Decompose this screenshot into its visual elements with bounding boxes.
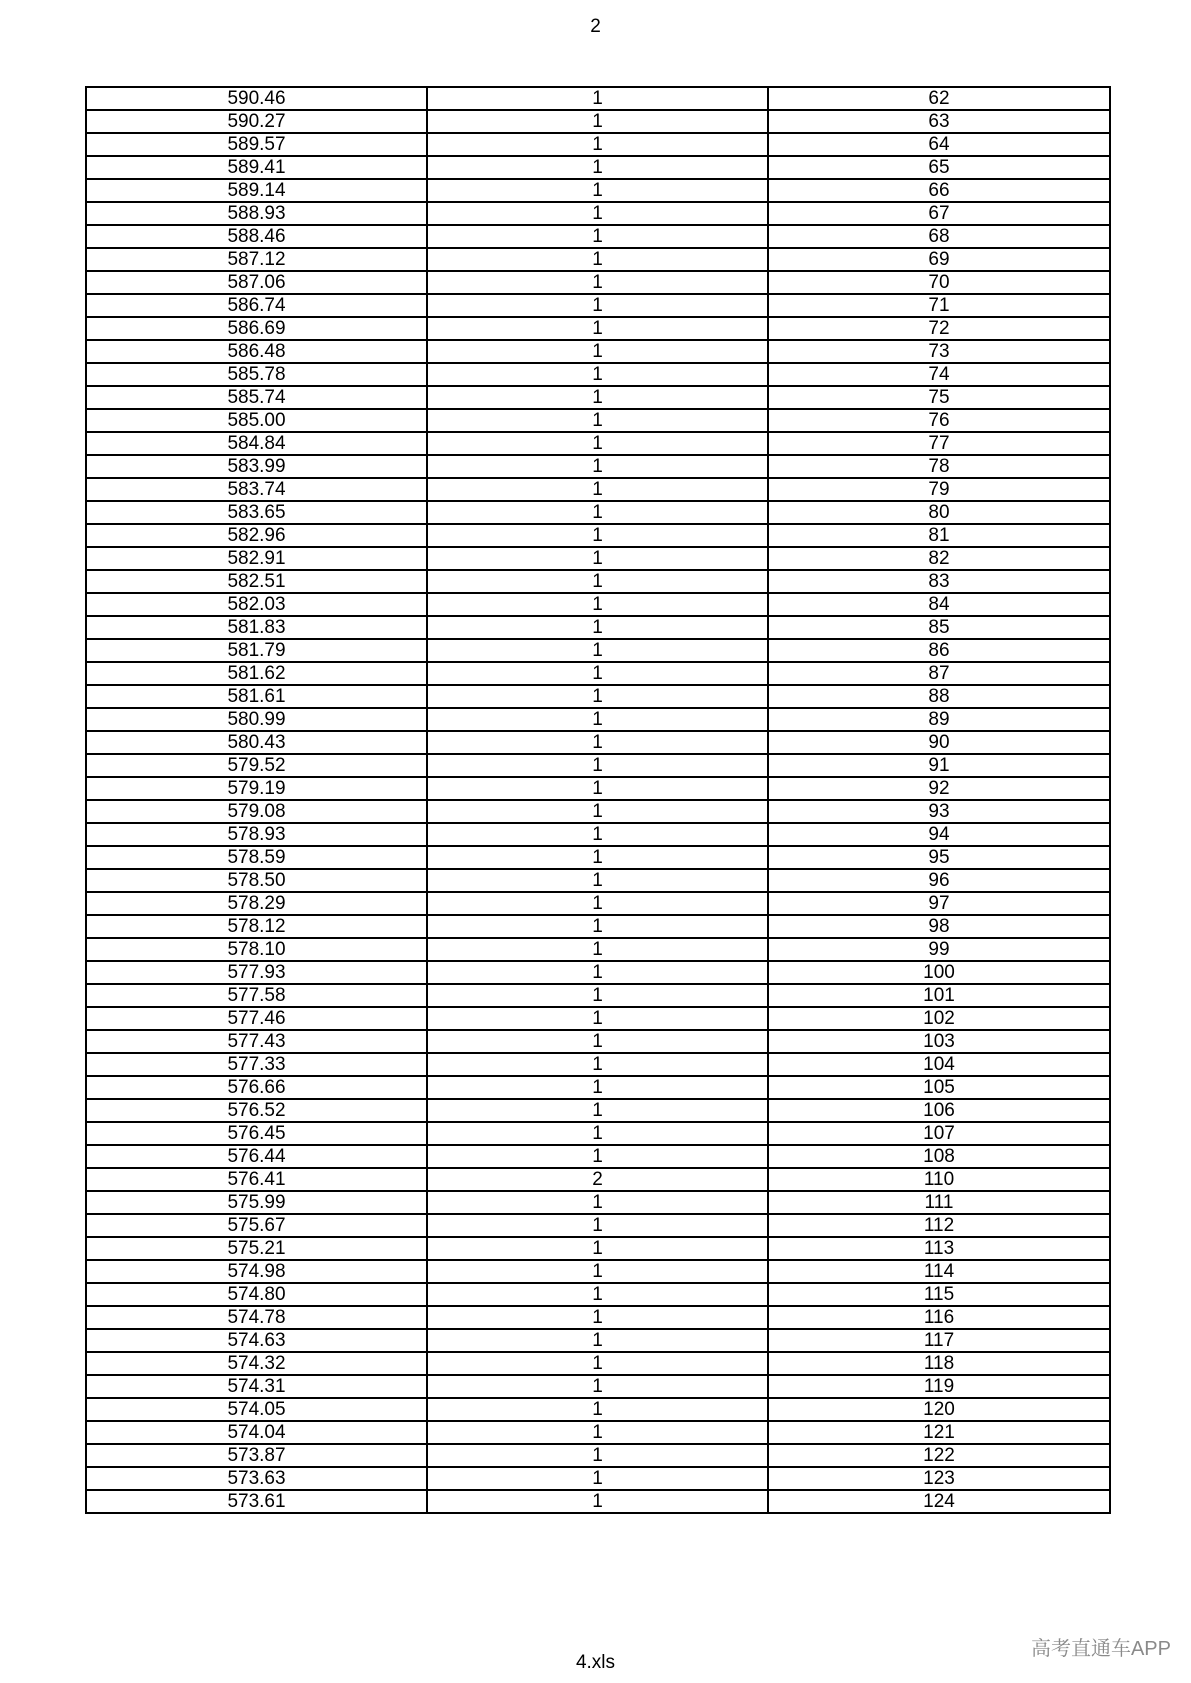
cell-rank: 105 <box>768 1076 1110 1099</box>
table-row <box>86 1191 1110 1214</box>
table-row <box>86 202 1110 225</box>
cell-rank: 79 <box>768 478 1110 501</box>
cell-count: 2 <box>427 1168 768 1191</box>
cell-count: 1 <box>427 1421 768 1444</box>
cell-count: 1 <box>427 87 768 110</box>
table-row <box>86 961 1110 984</box>
cell-rank: 66 <box>768 179 1110 202</box>
cell-score: 582.91 <box>86 547 427 570</box>
cell-rank: 87 <box>768 662 1110 685</box>
cell-rank: 99 <box>768 938 1110 961</box>
cell-count: 1 <box>427 524 768 547</box>
cell-rank: 81 <box>768 524 1110 547</box>
cell-rank: 78 <box>768 455 1110 478</box>
cell-rank: 98 <box>768 915 1110 938</box>
cell-rank: 123 <box>768 1467 1110 1490</box>
cell-score: 574.98 <box>86 1260 427 1283</box>
score-table <box>85 86 1111 1514</box>
cell-score: 577.93 <box>86 961 427 984</box>
cell-count: 1 <box>427 1214 768 1237</box>
cell-score: 578.12 <box>86 915 427 938</box>
cell-count: 1 <box>427 1352 768 1375</box>
table-row <box>86 1053 1110 1076</box>
table-row <box>86 915 1110 938</box>
cell-rank: 114 <box>768 1260 1110 1283</box>
table-row <box>86 1352 1110 1375</box>
table-row <box>86 731 1110 754</box>
cell-count: 1 <box>427 662 768 685</box>
cell-count: 1 <box>427 1145 768 1168</box>
cell-score: 584.84 <box>86 432 427 455</box>
table-row <box>86 754 1110 777</box>
cell-score: 573.87 <box>86 1444 427 1467</box>
table-row <box>86 570 1110 593</box>
cell-score: 582.96 <box>86 524 427 547</box>
cell-rank: 74 <box>768 363 1110 386</box>
cell-score: 578.93 <box>86 823 427 846</box>
cell-score: 586.69 <box>86 317 427 340</box>
cell-score: 583.99 <box>86 455 427 478</box>
table-row <box>86 1306 1110 1329</box>
cell-count: 1 <box>427 1122 768 1145</box>
cell-rank: 101 <box>768 984 1110 1007</box>
cell-rank: 112 <box>768 1214 1110 1237</box>
cell-rank: 106 <box>768 1099 1110 1122</box>
cell-count: 1 <box>427 823 768 846</box>
cell-score: 575.67 <box>86 1214 427 1237</box>
table-row <box>86 1375 1110 1398</box>
table-row <box>86 1214 1110 1237</box>
cell-count: 1 <box>427 1007 768 1030</box>
cell-rank: 65 <box>768 156 1110 179</box>
cell-score: 574.05 <box>86 1398 427 1421</box>
cell-count: 1 <box>427 846 768 869</box>
cell-count: 1 <box>427 984 768 1007</box>
cell-count: 1 <box>427 961 768 984</box>
cell-rank: 72 <box>768 317 1110 340</box>
table-row <box>86 455 1110 478</box>
cell-score: 579.08 <box>86 800 427 823</box>
table-row <box>86 524 1110 547</box>
table-row <box>86 1421 1110 1444</box>
cell-score: 585.78 <box>86 363 427 386</box>
table-row <box>86 1122 1110 1145</box>
cell-count: 1 <box>427 616 768 639</box>
cell-score: 589.14 <box>86 179 427 202</box>
table-row <box>86 685 1110 708</box>
cell-count: 1 <box>427 800 768 823</box>
cell-rank: 104 <box>768 1053 1110 1076</box>
cell-rank: 89 <box>768 708 1110 731</box>
cell-count: 1 <box>427 754 768 777</box>
cell-score: 579.19 <box>86 777 427 800</box>
cell-score: 587.12 <box>86 248 427 271</box>
cell-score: 573.63 <box>86 1467 427 1490</box>
cell-count: 1 <box>427 1467 768 1490</box>
cell-count: 1 <box>427 248 768 271</box>
cell-count: 1 <box>427 1329 768 1352</box>
cell-count: 1 <box>427 1398 768 1421</box>
table-row <box>86 432 1110 455</box>
cell-rank: 82 <box>768 547 1110 570</box>
cell-score: 578.59 <box>86 846 427 869</box>
cell-rank: 70 <box>768 271 1110 294</box>
table-row <box>86 363 1110 386</box>
table-row <box>86 87 1110 110</box>
table-row <box>86 984 1110 1007</box>
cell-rank: 85 <box>768 616 1110 639</box>
cell-rank: 113 <box>768 1237 1110 1260</box>
cell-score: 583.74 <box>86 478 427 501</box>
cell-score: 589.41 <box>86 156 427 179</box>
table-row <box>86 639 1110 662</box>
table-row <box>86 409 1110 432</box>
table-row <box>86 616 1110 639</box>
cell-count: 1 <box>427 386 768 409</box>
cell-rank: 63 <box>768 110 1110 133</box>
cell-score: 588.93 <box>86 202 427 225</box>
table-row <box>86 708 1110 731</box>
table-row <box>86 1283 1110 1306</box>
cell-score: 582.03 <box>86 593 427 616</box>
cell-rank: 62 <box>768 87 1110 110</box>
cell-count: 1 <box>427 708 768 731</box>
table-row <box>86 547 1110 570</box>
cell-count: 1 <box>427 1375 768 1398</box>
cell-rank: 115 <box>768 1283 1110 1306</box>
cell-count: 1 <box>427 1260 768 1283</box>
cell-rank: 121 <box>768 1421 1110 1444</box>
cell-score: 590.46 <box>86 87 427 110</box>
cell-count: 1 <box>427 409 768 432</box>
cell-rank: 64 <box>768 133 1110 156</box>
table-row <box>86 777 1110 800</box>
cell-rank: 107 <box>768 1122 1110 1145</box>
table-row <box>86 846 1110 869</box>
cell-score: 583.65 <box>86 501 427 524</box>
cell-rank: 90 <box>768 731 1110 754</box>
cell-rank: 102 <box>768 1007 1110 1030</box>
table-row <box>86 1145 1110 1168</box>
cell-count: 1 <box>427 1237 768 1260</box>
cell-count: 1 <box>427 892 768 915</box>
cell-score: 580.99 <box>86 708 427 731</box>
cell-score: 575.21 <box>86 1237 427 1260</box>
table-row <box>86 1007 1110 1030</box>
cell-score: 577.33 <box>86 1053 427 1076</box>
cell-rank: 88 <box>768 685 1110 708</box>
cell-score: 573.61 <box>86 1490 427 1513</box>
cell-count: 1 <box>427 1099 768 1122</box>
table-row <box>86 662 1110 685</box>
cell-score: 574.04 <box>86 1421 427 1444</box>
cell-score: 574.78 <box>86 1306 427 1329</box>
cell-rank: 77 <box>768 432 1110 455</box>
cell-rank: 100 <box>768 961 1110 984</box>
cell-count: 1 <box>427 340 768 363</box>
cell-rank: 94 <box>768 823 1110 846</box>
cell-count: 1 <box>427 156 768 179</box>
cell-rank: 69 <box>768 248 1110 271</box>
table-row <box>86 225 1110 248</box>
cell-rank: 93 <box>768 800 1110 823</box>
page-number: 2 <box>590 16 601 37</box>
cell-score: 581.79 <box>86 639 427 662</box>
table-row <box>86 340 1110 363</box>
table-row <box>86 1076 1110 1099</box>
cell-rank: 122 <box>768 1444 1110 1467</box>
cell-rank: 73 <box>768 340 1110 363</box>
cell-count: 1 <box>427 363 768 386</box>
table-row <box>86 1329 1110 1352</box>
table-row <box>86 1237 1110 1260</box>
table-row <box>86 1260 1110 1283</box>
cell-rank: 92 <box>768 777 1110 800</box>
cell-rank: 68 <box>768 225 1110 248</box>
cell-score: 578.50 <box>86 869 427 892</box>
table-row <box>86 869 1110 892</box>
table-row <box>86 1467 1110 1490</box>
cell-count: 1 <box>427 455 768 478</box>
cell-rank: 75 <box>768 386 1110 409</box>
table-row <box>86 271 1110 294</box>
table-row <box>86 938 1110 961</box>
cell-score: 586.48 <box>86 340 427 363</box>
cell-count: 1 <box>427 432 768 455</box>
table-row <box>86 1398 1110 1421</box>
cell-count: 1 <box>427 915 768 938</box>
cell-rank: 86 <box>768 639 1110 662</box>
cell-count: 1 <box>427 1490 768 1513</box>
cell-score: 576.45 <box>86 1122 427 1145</box>
cell-rank: 83 <box>768 570 1110 593</box>
cell-rank: 110 <box>768 1168 1110 1191</box>
cell-rank: 91 <box>768 754 1110 777</box>
cell-rank: 117 <box>768 1329 1110 1352</box>
table-row <box>86 179 1110 202</box>
cell-rank: 116 <box>768 1306 1110 1329</box>
cell-rank: 67 <box>768 202 1110 225</box>
table-row <box>86 133 1110 156</box>
table-row <box>86 1099 1110 1122</box>
cell-count: 1 <box>427 501 768 524</box>
cell-score: 576.41 <box>86 1168 427 1191</box>
cell-score: 578.10 <box>86 938 427 961</box>
cell-count: 1 <box>427 1053 768 1076</box>
cell-score: 580.43 <box>86 731 427 754</box>
cell-rank: 80 <box>768 501 1110 524</box>
cell-score: 574.80 <box>86 1283 427 1306</box>
cell-count: 1 <box>427 225 768 248</box>
cell-count: 1 <box>427 869 768 892</box>
cell-count: 1 <box>427 1306 768 1329</box>
cell-count: 1 <box>427 1444 768 1467</box>
cell-count: 1 <box>427 570 768 593</box>
table-row <box>86 478 1110 501</box>
table-row <box>86 248 1110 271</box>
table-row <box>86 1030 1110 1053</box>
cell-score: 577.58 <box>86 984 427 1007</box>
cell-rank: 103 <box>768 1030 1110 1053</box>
table-row <box>86 501 1110 524</box>
cell-rank: 119 <box>768 1375 1110 1398</box>
cell-count: 1 <box>427 317 768 340</box>
table-row <box>86 892 1110 915</box>
cell-score: 574.63 <box>86 1329 427 1352</box>
cell-count: 1 <box>427 202 768 225</box>
cell-count: 1 <box>427 294 768 317</box>
table-row <box>86 110 1110 133</box>
cell-rank: 97 <box>768 892 1110 915</box>
cell-score: 574.32 <box>86 1352 427 1375</box>
cell-score: 576.52 <box>86 1099 427 1122</box>
cell-score: 581.62 <box>86 662 427 685</box>
cell-score: 575.99 <box>86 1191 427 1214</box>
cell-count: 1 <box>427 271 768 294</box>
cell-count: 1 <box>427 685 768 708</box>
cell-score: 585.00 <box>86 409 427 432</box>
cell-count: 1 <box>427 1030 768 1053</box>
table-row <box>86 823 1110 846</box>
cell-rank: 108 <box>768 1145 1110 1168</box>
cell-rank: 84 <box>768 593 1110 616</box>
watermark: 高考直通车APP <box>1030 1638 1171 1660</box>
table-row <box>86 1444 1110 1467</box>
cell-count: 1 <box>427 639 768 662</box>
cell-score: 587.06 <box>86 271 427 294</box>
cell-rank: 118 <box>768 1352 1110 1375</box>
table-row <box>86 294 1110 317</box>
cell-count: 1 <box>427 1076 768 1099</box>
cell-rank: 111 <box>768 1191 1110 1214</box>
cell-score: 582.51 <box>86 570 427 593</box>
cell-score: 574.31 <box>86 1375 427 1398</box>
cell-count: 1 <box>427 593 768 616</box>
cell-score: 585.74 <box>86 386 427 409</box>
cell-rank: 120 <box>768 1398 1110 1421</box>
cell-count: 1 <box>427 110 768 133</box>
cell-rank: 71 <box>768 294 1110 317</box>
footer-filename: 4.xls <box>575 1652 616 1673</box>
cell-score: 576.66 <box>86 1076 427 1099</box>
cell-score: 579.52 <box>86 754 427 777</box>
cell-rank: 96 <box>768 869 1110 892</box>
cell-score: 589.57 <box>86 133 427 156</box>
cell-count: 1 <box>427 1283 768 1306</box>
cell-count: 1 <box>427 478 768 501</box>
table-row <box>86 386 1110 409</box>
table-body <box>86 87 1110 1513</box>
table-row <box>86 317 1110 340</box>
cell-count: 1 <box>427 133 768 156</box>
table-row <box>86 800 1110 823</box>
table-row <box>86 1168 1110 1191</box>
cell-count: 1 <box>427 179 768 202</box>
cell-score: 581.83 <box>86 616 427 639</box>
cell-count: 1 <box>427 547 768 570</box>
cell-score: 576.44 <box>86 1145 427 1168</box>
table-row <box>86 593 1110 616</box>
cell-score: 586.74 <box>86 294 427 317</box>
cell-score: 577.43 <box>86 1030 427 1053</box>
cell-score: 588.46 <box>86 225 427 248</box>
cell-rank: 95 <box>768 846 1110 869</box>
cell-count: 1 <box>427 777 768 800</box>
cell-score: 581.61 <box>86 685 427 708</box>
cell-rank: 76 <box>768 409 1110 432</box>
table-row <box>86 156 1110 179</box>
cell-score: 590.27 <box>86 110 427 133</box>
table-row <box>86 1490 1110 1513</box>
cell-count: 1 <box>427 1191 768 1214</box>
cell-count: 1 <box>427 938 768 961</box>
cell-score: 577.46 <box>86 1007 427 1030</box>
cell-score: 578.29 <box>86 892 427 915</box>
cell-rank: 124 <box>768 1490 1110 1513</box>
cell-count: 1 <box>427 731 768 754</box>
